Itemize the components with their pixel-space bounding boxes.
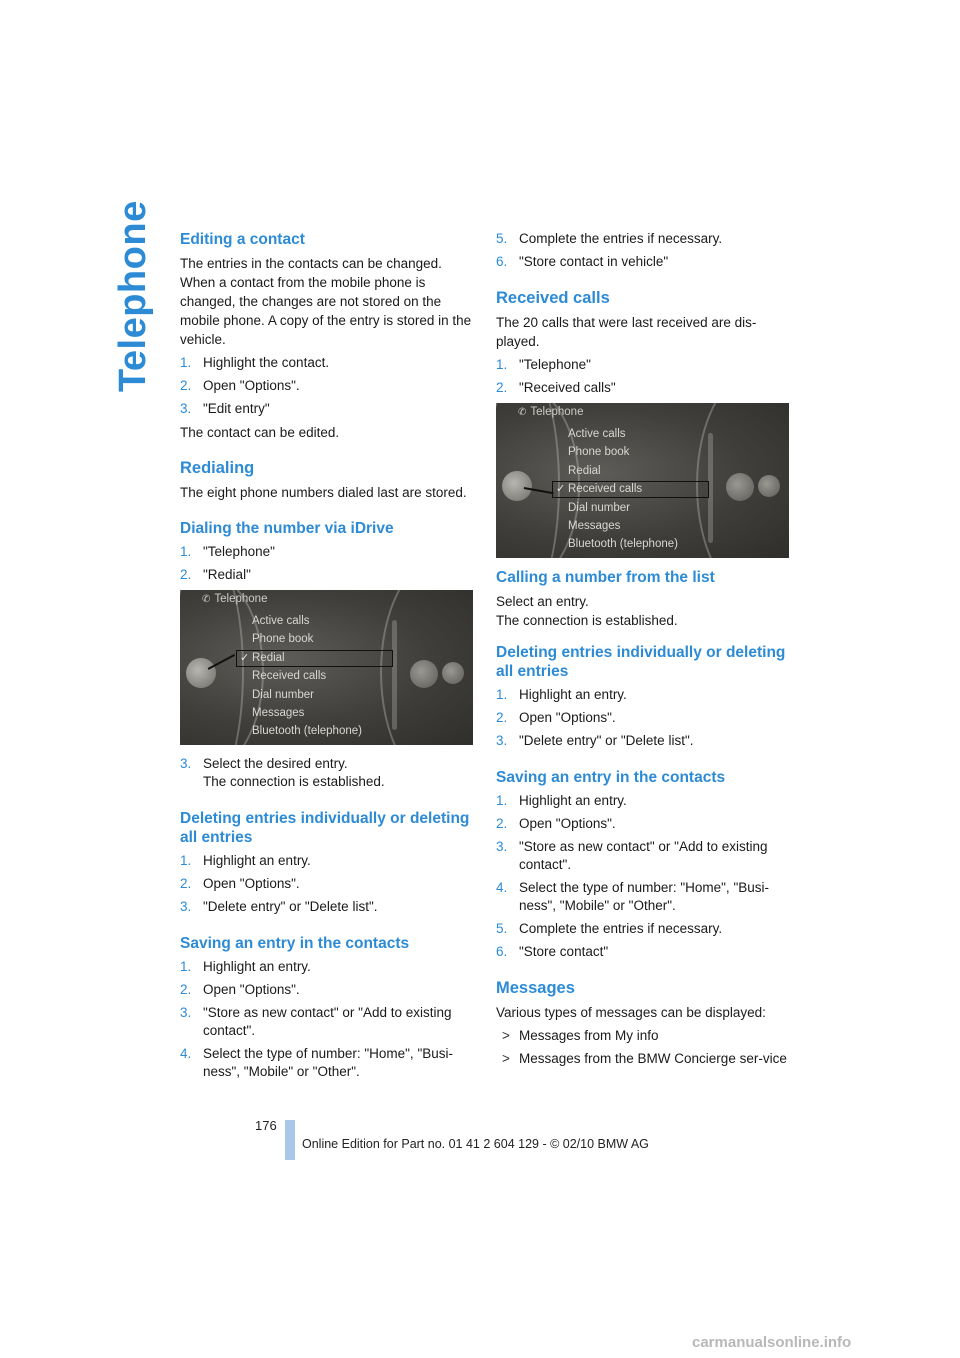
deleting-steps	[180, 852, 476, 916]
screen-title: ✆ Telephone	[518, 406, 584, 418]
controller-knob-icon	[502, 471, 532, 501]
messages-bullets	[496, 1027, 792, 1068]
heading-calling-from-list: Calling a number from the list	[496, 569, 715, 586]
received-body: The 20 calls that were last received are dis-played.	[496, 315, 757, 349]
menu-item-active-calls: Active calls	[252, 615, 310, 627]
step3-list	[180, 755, 476, 791]
list-item: 2. Open "Options".	[496, 710, 616, 725]
footer-accent-bar	[285, 1120, 295, 1160]
right-knob-icon	[726, 473, 754, 501]
check-icon: ✓	[556, 483, 566, 496]
dialing-steps	[180, 543, 476, 584]
heading-deleting-entries: Deleting entries individually or deleting all entries	[496, 644, 786, 680]
list-item: 2. Open "Options".	[180, 982, 300, 997]
list-item: > Messages from the BMW Concierge ser-vice	[502, 1051, 787, 1066]
list-item: 5. Complete the entries if necessary.	[496, 231, 723, 246]
selection-box	[552, 481, 709, 498]
menu-item-dial-number: Dial number	[252, 688, 314, 701]
section-side-label	[112, 200, 154, 392]
messages-body: Various types of messages can be displayed:	[496, 1005, 766, 1020]
list-item: 2. Open "Options".	[180, 876, 300, 891]
screen-title: ✆ Telephone	[202, 593, 268, 605]
editing-body: The entries in the contacts can be changed. When a contact from the mobile phone is changed, the changes are not stored on the mobile phone. A copy of the entry is stored in the vehicle.	[180, 256, 472, 347]
heading-received-calls: Received calls	[496, 289, 610, 307]
list-item: 2. Open "Options".	[496, 816, 616, 831]
heading-saving-entry: Saving an entry in the contacts	[496, 769, 726, 786]
check-icon: ✓	[240, 651, 250, 664]
menu-item-bluetooth: Bluetooth (telephone)	[252, 725, 362, 738]
heading-dialing-idrive: Dialing the number via iDrive	[180, 520, 394, 537]
controller-knob-icon	[186, 658, 216, 688]
edition-footer: Online Edition for Part no. 01 41 2 604 129 - © 02/10 BMW AG	[302, 1137, 649, 1151]
list-item: 3. "Store as new contact" or "Add to existing contact".	[180, 1005, 452, 1038]
list-item: 3. "Delete entry" or "Delete list".	[496, 733, 694, 748]
list-item: 2. "Redial"	[180, 567, 251, 582]
selection-box	[236, 650, 393, 667]
saving-steps	[496, 792, 792, 961]
list-item: 2. "Received calls"	[496, 380, 616, 395]
bullet-arrow-icon: >	[502, 1028, 510, 1043]
menu-item-bluetooth: Bluetooth (telephone)	[568, 538, 678, 551]
list-item: 1. Highlight an entry.	[180, 959, 311, 974]
screen-menu	[240, 612, 362, 741]
list-item: 1. Highlight an entry.	[496, 793, 627, 808]
right-knob-icon	[410, 660, 438, 688]
list-item: 3. "Delete entry" or "Delete list".	[180, 899, 378, 914]
section-side-label-text: Telephone	[112, 200, 154, 392]
heading-redialing: Redialing	[180, 459, 255, 477]
list-item: 6. "Store contact in vehicle"	[496, 254, 669, 269]
list-item: 1. Highlight the contact.	[180, 355, 330, 370]
list-item: 1. Highlight an entry.	[496, 687, 627, 702]
heading-messages: Messages	[496, 979, 575, 997]
idrive-screen-received	[496, 403, 789, 558]
list-item: 4. Select the type of number: "Home", "Busi-ness", "Mobile" or "Other".	[180, 1046, 453, 1079]
list-item: 1. "Telephone"	[496, 357, 591, 372]
menu-item-active-calls: Active calls	[568, 428, 626, 440]
menu-item-messages: Messages	[252, 706, 305, 719]
list-item: 3. "Store as new contact" or "Add to existing contact".	[496, 839, 768, 872]
menu-item-redial: Redial	[568, 464, 601, 477]
menu-item-redial: ✓ Redial	[250, 649, 362, 667]
idrive-screen-redial	[180, 590, 473, 745]
list-item: 1. "Telephone"	[180, 544, 275, 559]
list-item: 3. Select the desired entry. The connection is established.	[180, 756, 385, 789]
heading-editing-contact: Editing a contact	[180, 231, 305, 248]
menu-item-phone-book: Phone book	[252, 633, 314, 646]
list-item: 5. Complete the entries if necessary.	[496, 921, 723, 936]
calling-line1: Select an entry.	[496, 594, 589, 609]
list-item: 1. Highlight an entry.	[180, 853, 311, 868]
site-watermark: carmanualsonline.info	[692, 1334, 852, 1351]
list-item: 3. "Edit entry"	[180, 401, 270, 416]
continued-steps	[496, 230, 792, 271]
heading-saving-entry: Saving an entry in the contacts	[180, 935, 410, 952]
bullet-arrow-icon: >	[502, 1051, 510, 1066]
editing-result: The contact can be edited.	[180, 425, 340, 440]
heading-deleting-entries: Deleting entries individually or deleting all entries	[180, 810, 470, 846]
right-column	[496, 230, 792, 1073]
list-item: > Messages from My info	[502, 1028, 659, 1043]
menu-item-dial-number: Dial number	[568, 501, 630, 514]
menu-item-phone-book: Phone book	[568, 446, 630, 459]
menu-item-messages: Messages	[568, 519, 621, 532]
calling-line2: The connection is established.	[496, 613, 678, 628]
phone-icon: ✆	[202, 594, 211, 605]
left-column	[180, 230, 476, 1086]
list-item: 2. Open "Options".	[180, 378, 300, 393]
list-item: 6. "Store contact"	[496, 944, 609, 959]
page-number: 176	[255, 1118, 277, 1133]
list-item: 4. Select the type of number: "Home", "Busi-ness", "Mobile" or "Other".	[496, 880, 769, 913]
phone-icon: ✆	[518, 407, 527, 418]
redialing-body: The eight phone numbers dialed last are stored.	[180, 485, 467, 500]
menu-item-received-calls: Received calls	[252, 670, 327, 683]
editing-steps	[180, 354, 476, 418]
menu-item-received-calls: ✓ Received calls	[566, 480, 678, 498]
deleting-steps	[496, 686, 792, 750]
screen-menu	[556, 425, 678, 554]
saving-steps	[180, 958, 476, 1081]
received-steps	[496, 356, 792, 397]
